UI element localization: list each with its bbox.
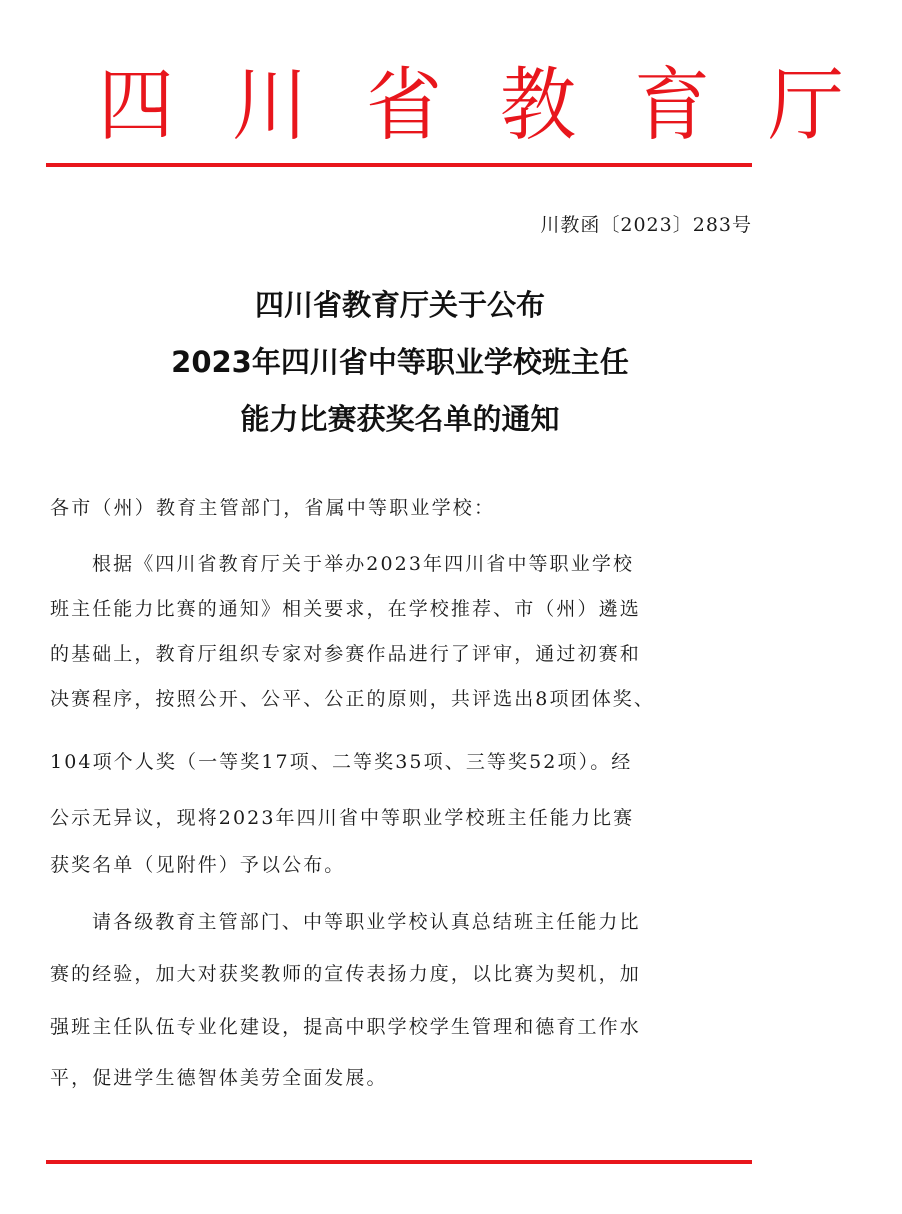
body-paragraph-1-line: 获奖名单（见附件）予以公布。 — [50, 854, 346, 876]
body-paragraph-1-line: 公示无异议，现将2023年四川省中等职业学校班主任能力比赛 — [50, 807, 635, 829]
footer-red-rule — [46, 1160, 752, 1164]
masthead-red-rule — [46, 163, 752, 167]
body-paragraph-2-line: 强班主任队伍专业化建设，提高中职学校学生管理和德育工作水 — [50, 1016, 641, 1038]
notice-title-line-2: 2023年四川省中等职业学校班主任 — [171, 345, 629, 379]
body-paragraph-2-line: 平，促进学生德智体美劳全面发展。 — [50, 1067, 388, 1089]
masthead-title: 四川省教育厅 — [98, 57, 902, 152]
notice-title-line-3: 能力比赛获奖名单的通知 — [240, 402, 560, 436]
document-number: 川教函〔2023〕283号 — [540, 214, 752, 236]
body-paragraph-1-line: 班主任能力比赛的通知》相关要求，在学校推荐、市（州）遴选 — [50, 598, 641, 620]
body-paragraph-1-line: 的基础上，教育厅组织专家对参赛作品进行了评审，通过初赛和 — [50, 643, 641, 665]
body-paragraph-2-line: 赛的经验，加大对获奖教师的宣传表扬力度，以比赛为契机，加 — [50, 963, 641, 985]
body-paragraph-1-line: 根据《四川省教育厅关于举办2023年四川省中等职业学校 — [92, 553, 635, 575]
body-paragraph-2-line: 请各级教育主管部门、中等职业学校认真总结班主任能力比 — [92, 911, 641, 933]
salutation: 各市（州）教育主管部门，省属中等职业学校： — [50, 497, 496, 519]
body-paragraph-1-line: 决赛程序，按照公开、公平、公正的原则，共评选出8项团体奖、 — [50, 688, 655, 710]
notice-title-line-1: 四川省教育厅关于公布 — [254, 288, 545, 322]
body-paragraph-1-line: 104项个人奖（一等奖17项、二等奖35项、三等奖52项）。经 — [50, 751, 633, 773]
